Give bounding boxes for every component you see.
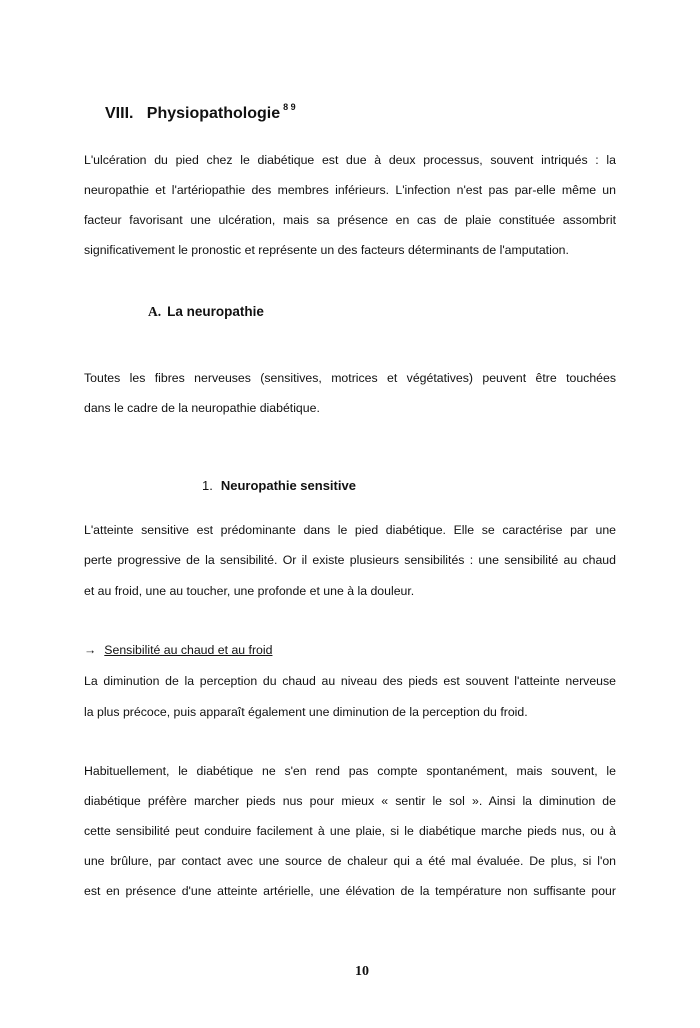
paragraph-line: dans le cadre de la neuropathie diabétique. xyxy=(84,401,320,415)
section-title: Physiopathologie xyxy=(146,105,281,122)
section-number: VIII. xyxy=(105,105,134,122)
arrow-icon: → xyxy=(84,643,97,657)
paragraph-line: facteur favorisant une ulcération, mais sa présence en cas de plaie constituée assombrit xyxy=(84,213,616,227)
paragraph-line: Habituellement, le diabétique ne s'en rend pas compte spontanément, mais souvent, le xyxy=(84,764,616,778)
paragraph-line: significativement le pronostic et représente un des facteurs déterminants de l'amputation. xyxy=(84,243,569,257)
paragraph-line: perte progressive de la sensibilité. Or il existe plusieurs sensibilités : une sensibilité au chaud xyxy=(84,553,616,567)
paragraph-line: La diminution de la perception du chaud au niveau des pieds est souvent l'atteinte nerveuse xyxy=(84,674,616,688)
page-number: 10 xyxy=(355,964,369,979)
subsubsection-heading xyxy=(202,478,356,493)
paragraph-line: et au froid, une au toucher, une profonde et une à la douleur. xyxy=(84,584,415,598)
paragraph-line: Toutes les fibres nerveuses (sensitives, motrices et végétatives) peuvent être touchées xyxy=(84,371,616,385)
subsection-title: La neuropathie xyxy=(167,304,264,319)
bullet-label: Sensibilité au chaud et au froid xyxy=(104,643,273,657)
subsection-heading xyxy=(148,304,264,320)
paragraph-line: cette sensibilité peut conduire facilement à une plaie, si le diabétique marche pieds nus, ou à xyxy=(84,824,616,838)
paragraph-line: L'ulcération du pied chez le diabétique est due à deux processus, souvent intriqués : la xyxy=(84,153,616,167)
paragraph-line: L'atteinte sensitive est prédominante dans le pied diabétique. Elle se caractérise par une xyxy=(84,523,616,537)
paragraph-line: la plus précoce, puis apparaît également une diminution de la perception du froid. xyxy=(84,705,528,719)
subsubsection-number: 1. xyxy=(202,478,213,493)
subsection-letter: A. xyxy=(148,304,162,319)
paragraph-line: diabétique préfère marcher pieds nus pour mieux « sentir le sol ». Ainsi la diminution de xyxy=(84,794,616,808)
reference-superscript: 8 9 xyxy=(283,102,296,112)
paragraph-line: neuropathie et l'artériopathie des membres inférieurs. L'infection n'est pas par-elle même un xyxy=(84,183,616,197)
paragraph-line: une brûlure, par contact avec une source de chaleur qui a été mal évaluée. De plus, si l'on xyxy=(84,854,616,868)
bullet-heading xyxy=(84,643,272,657)
paragraph-line: est en présence d'une atteinte artérielle, une élévation de la température non suffisante pour xyxy=(84,884,616,898)
section-heading xyxy=(105,102,296,123)
subsubsection-title: Neuropathie sensitive xyxy=(220,478,356,493)
